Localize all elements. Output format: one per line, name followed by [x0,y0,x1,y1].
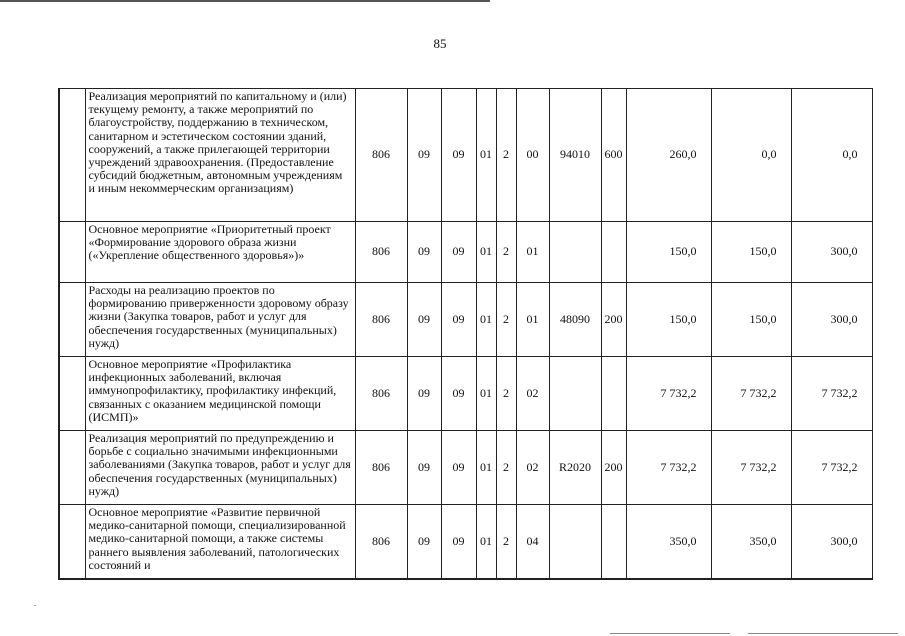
direction-code [549,505,601,580]
amount-year3: 7 732,2 [791,357,872,431]
program-code: 01 [476,431,496,505]
amount-year2: 0,0 [711,89,791,222]
subprogram-code: 2 [496,431,516,505]
amount-year2: 7 732,2 [711,357,791,431]
ministry-code: 806 [355,222,407,283]
amount-year3: 300,0 [791,283,872,357]
direction-code: 48090 [549,283,601,357]
expense-type-code: 200 [601,283,626,357]
blank-cell [59,89,85,222]
table-row [59,357,872,431]
blank-cell [59,283,85,357]
event-code: 02 [516,357,549,431]
subprogram-code: 2 [496,505,516,580]
expense-type-code [601,222,626,283]
program-code: 01 [476,222,496,283]
footer-rule-right [748,633,898,634]
program-code: 01 [476,505,496,580]
page-number: 85 [433,36,447,51]
event-code: 01 [516,222,549,283]
ministry-code: 806 [355,283,407,357]
amount-year3: 7 732,2 [791,431,872,505]
subprogram-code: 2 [496,357,516,431]
section-code: 09 [407,505,441,580]
subsection-code: 09 [441,283,476,357]
row-name: Реализация мероприятий по капитальному и (или) текущему ремонту, а также мероприятий по благоустройству, поддержанию в техническом, санитарном и эстетическом состоянии зданий, сооружений, а также прилегающей территории учреждений здравоохранения. (Предоставление субсидий бюджетным, автономным учреждениям и иным некоммерческим организациям) [85,89,355,222]
section-code: 09 [407,283,441,357]
section-code: 09 [407,431,441,505]
blank-cell [59,505,85,580]
table-row [59,431,872,505]
footer-rule-left [610,633,730,634]
amount-year1: 260,0 [626,89,711,222]
row-name: Основное мероприятие «Профилактика инфекционных заболеваний, включая иммунопрофилактику, профилактику инфекций, связанных с оказанием медицинской помощи (ИСМП)» [85,357,355,431]
row-name: Основное мероприятие «Приоритетный проект «Формирование здорового образа жизни («Укрепление общественного здоровья»)» [85,222,355,283]
budget-table [58,88,873,580]
section-code: 09 [407,357,441,431]
subprogram-code: 2 [496,283,516,357]
amount-year3: 300,0 [791,505,872,580]
ministry-code: 806 [355,505,407,580]
amount-year3: 0,0 [791,89,872,222]
amount-year2: 350,0 [711,505,791,580]
expense-type-code [601,357,626,431]
subprogram-code: 2 [496,222,516,283]
direction-code [549,222,601,283]
event-code: 04 [516,505,549,580]
amount-year2: 150,0 [711,222,791,283]
row-name: Основное мероприятие «Развитие первичной медико-санитарной помощи, специализированной медико-санитарной помощи, а также системы раннего выявления заболеваний, патологических состояний и [85,505,355,580]
section-code: 09 [407,222,441,283]
amount-year1: 150,0 [626,283,711,357]
direction-code: 94010 [549,89,601,222]
blank-cell [59,222,85,283]
amount-year1: 350,0 [626,505,711,580]
table-row [59,505,872,580]
direction-code: R2020 [549,431,601,505]
direction-code [549,357,601,431]
table-row [59,283,872,357]
scan-speck [34,605,36,606]
program-code: 01 [476,283,496,357]
subsection-code: 09 [441,222,476,283]
subsection-code: 09 [441,89,476,222]
section-code: 09 [407,89,441,222]
top-rule [0,0,490,2]
amount-year1: 7 732,2 [626,431,711,505]
row-name: Реализация мероприятий по предупреждению и борьбе с социально значимыми инфекционными заболеваниями (Закупка товаров, работ и услуг для обеспечения государственных (муниципальных) нужд) [85,431,355,505]
event-code: 00 [516,89,549,222]
table-row [59,89,872,222]
subprogram-code: 2 [496,89,516,222]
ministry-code: 806 [355,431,407,505]
expense-type-code [601,505,626,580]
amount-year1: 150,0 [626,222,711,283]
row-name: Расходы на реализацию проектов по формированию приверженности здоровому образу жизни (Закупка товаров, работ и услуг для обеспечения государственных (муниципальных) нужд) [85,283,355,357]
event-code: 01 [516,283,549,357]
blank-cell [59,431,85,505]
ministry-code: 806 [355,357,407,431]
subsection-code: 09 [441,505,476,580]
program-code: 01 [476,89,496,222]
blank-cell [59,357,85,431]
expense-type-code: 600 [601,89,626,222]
amount-year3: 300,0 [791,222,872,283]
amount-year1: 7 732,2 [626,357,711,431]
amount-year2: 150,0 [711,283,791,357]
event-code: 02 [516,431,549,505]
subsection-code: 09 [441,357,476,431]
expense-type-code: 200 [601,431,626,505]
table-row [59,222,872,283]
ministry-code: 806 [355,89,407,222]
amount-year2: 7 732,2 [711,431,791,505]
subsection-code: 09 [441,431,476,505]
program-code: 01 [476,357,496,431]
